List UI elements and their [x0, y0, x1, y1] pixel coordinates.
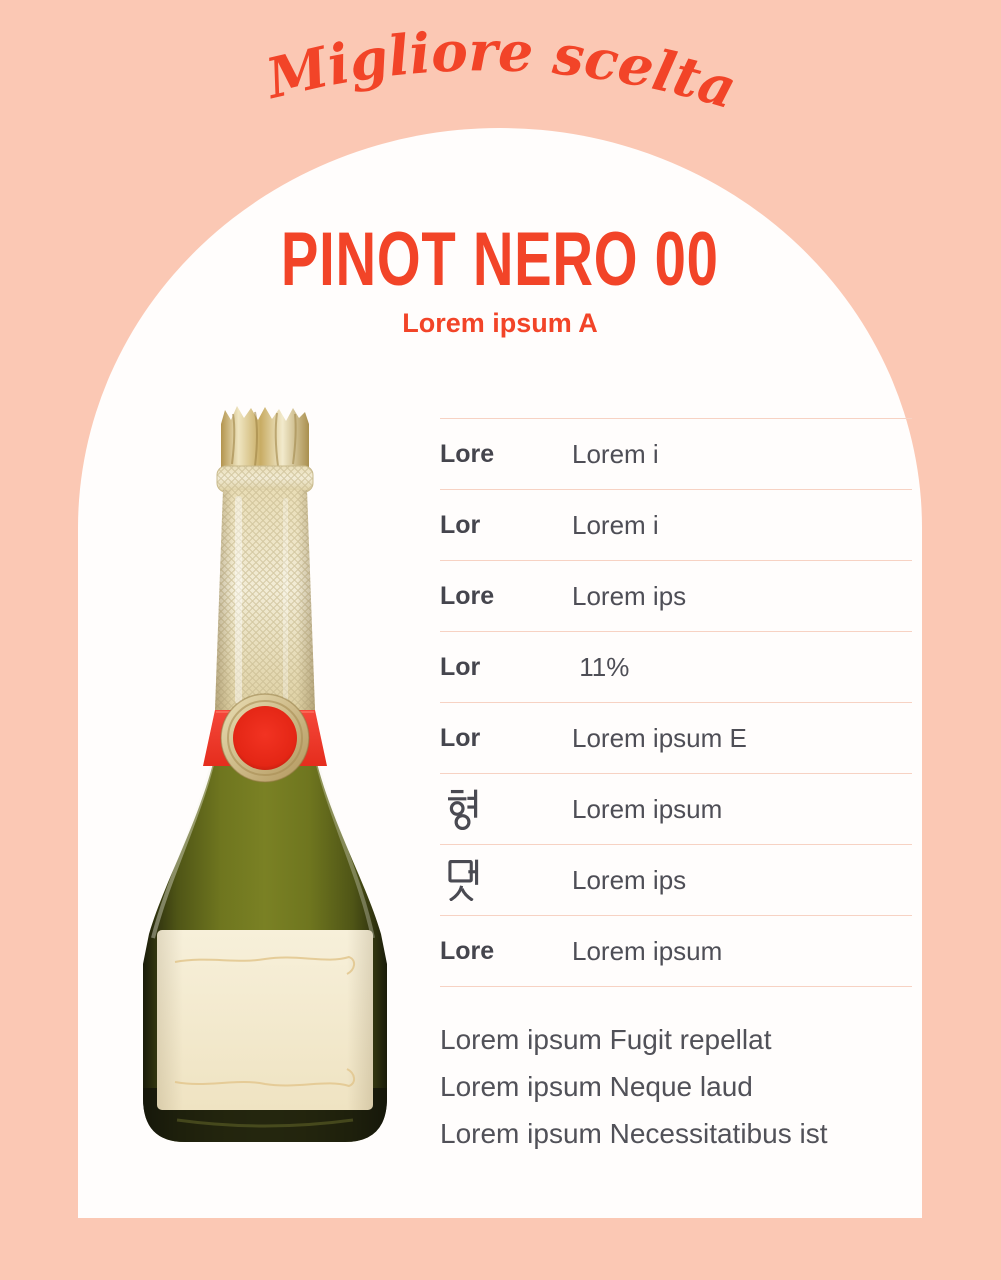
- table-row: [440, 490, 912, 561]
- row-value: 11%: [572, 651, 630, 682]
- sparkling-wine-bottle-image: [137, 398, 393, 1154]
- row-label: Lor: [440, 723, 481, 752]
- table-row: [440, 561, 912, 632]
- page-title: PINOT NERO 00: [281, 217, 719, 302]
- row-value: Lorem ipsum E: [572, 722, 747, 753]
- row-label: Lore: [440, 581, 495, 610]
- row-label: [440, 788, 572, 830]
- row-label: Lore: [440, 936, 495, 965]
- row-label: Lore: [440, 439, 495, 468]
- arch-card: [78, 128, 922, 1218]
- row-label: Lor: [440, 510, 481, 539]
- details-table: [440, 418, 912, 987]
- row-value: Lorem ips: [572, 580, 687, 611]
- table-row: [440, 632, 912, 703]
- table-row: [440, 419, 912, 490]
- table-row: [440, 774, 912, 845]
- page-subtitle: Lorem ipsum A: [402, 308, 598, 338]
- row-value: Lorem i: [572, 438, 659, 469]
- row-label: [440, 859, 572, 901]
- table-row: [440, 703, 912, 774]
- row-value: Lorem i: [572, 509, 659, 540]
- blank-wine-label: [157, 930, 373, 1110]
- footer-line: Lorem ipsum Necessitatibus ist: [440, 1118, 828, 1149]
- red-medallion: [221, 694, 309, 782]
- row-value: Lorem ipsum: [572, 935, 723, 966]
- hangul-hyang-glyph: [448, 788, 479, 830]
- svg-text:Migliore scelta: [258, 18, 743, 121]
- footer-text: [440, 1016, 910, 1157]
- table-row: [440, 916, 912, 987]
- script-arc-text: Migliore scelta: [260, 18, 744, 122]
- footer-line: Lorem ipsum Neque laud: [440, 1071, 753, 1102]
- row-value: Lorem ips: [572, 864, 687, 895]
- table-row: [440, 845, 912, 916]
- hangul-mat-glyph: [448, 859, 479, 901]
- row-value: Lorem ipsum: [572, 793, 723, 824]
- footer-line: Lorem ipsum Fugit repellat: [440, 1024, 772, 1055]
- row-label: Lor: [440, 652, 481, 681]
